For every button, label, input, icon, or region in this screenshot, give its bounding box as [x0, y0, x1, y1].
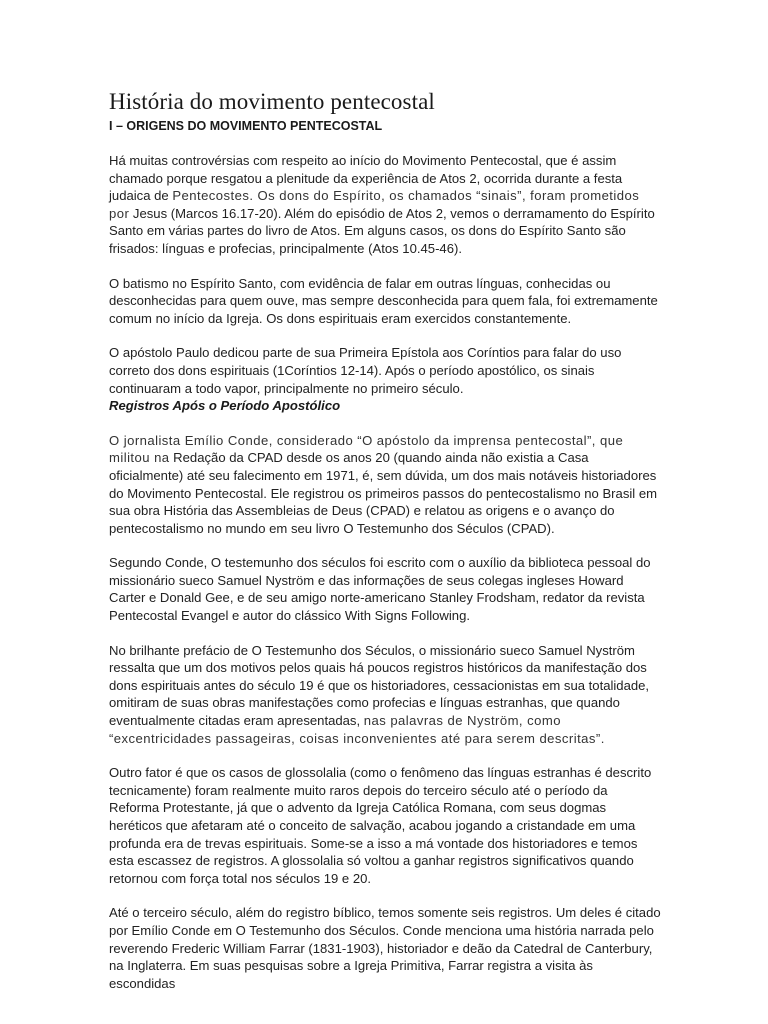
paragraph-6-part-a: No brilhante prefácio de O Testemunho dos Séculos, o missionário sueco Samuel Nyström ressalta que um dos motivos pelos quais há poucos registros históricos da manifestação dos dons espirituais antes do século 19 é que os historiadores, cessacionistas em sua totalidade, omitiram de suas obras manifestações como profecias e línguas estranhas, que quando eventualmente citadas eram apresentadas,: [109, 642, 650, 729]
paragraph-6: [109, 642, 661, 748]
paragraph-6-part-b: nas palavras de Nyström, como “excentricidades passageiras, coisas inconvenientes até para serem descritas”.: [109, 713, 605, 746]
section-heading: Registros Após o Período Apostólico: [109, 398, 341, 414]
chapter-heading: I – ORIGENS DO MOVIMENTO PENTECOSTAL: [109, 119, 383, 133]
paragraph-4: [109, 432, 661, 538]
paragraph-8: Até o terceiro século, além do registro bíblico, temos somente seis registros. Um deles é citado por Emílio Conde em O Testemunho dos Séculos. Conde menciona uma história narrada pelo reverendo Frederic William Farrar (1831-1903), historiador e deão da Catedral de Canterbury, na Inglaterra. Em suas pesquisas sobre a Igreja Primitiva, Farrar registra a visita às escondidas: [109, 905, 661, 991]
paragraph-2: O batismo no Espírito Santo, com evidência de falar em outras línguas, conhecidas ou desconhecidas para quem ouve, mas sempre desconhecida para quem fala, foi extremamente comum no início da Igreja. Os dons espirituais eram exercidos constantemente.: [109, 275, 658, 326]
paragraph-1-part-a: Há muitas controvérsias com respeito ao início do Movimento Pentecostal, que é assim chamado porque resgatou a plenitude da experiência de Atos 2, ocorrida durante a festa judaica de: [109, 153, 623, 204]
document-page: [109, 88, 661, 992]
document-title: História do movimento pentecostal: [109, 89, 435, 114]
paragraph-4-part-b: Redação da CPAD desde os anos 20 (quando ainda não existia a Casa oficialmente) até seu falecimento em 1971, é, sem dúvida, um dos mais notáveis historiadores do Movimento Pentecostal. Ele registrou os primeiros passos do pentecostalismo no Brasil em sua obra História das Assembleias de Deus (CPAD) e relatou as origens e o avanço do pentecostalismo no mundo em seu livro O Testemunho dos Séculos (CPAD).: [109, 450, 658, 536]
paragraph-4-part-a: O jornalista Emílio Conde, considerado “O apóstolo da imprensa pentecostal”, que militou na: [109, 432, 624, 466]
paragraph-3: O apóstolo Paulo dedicou parte de sua Primeira Epístola aos Coríntios para falar do uso correto dos dons espirituais (1Coríntios 12-14). Após o período apostólico, os sinais continuaram a todo vapor, principalmente no primeiro século.: [109, 345, 622, 396]
paragraph-5: Segundo Conde, O testemunho dos séculos foi escrito com o auxílio da biblioteca pessoal do missionário sueco Samuel Nyström e das informações de seus colegas ingleses Howard Carter e Donald Gee, e de seu amigo norte-americano Stanley Frodsham, redator da revista Pentecostal Evangel e autor do clássico With Signs Following.: [109, 555, 651, 624]
paragraph-7: Outro fator é que os casos de glossolalia (como o fenômeno das línguas estranhas é descrito tecnicamente) foram realmente muito raros depois do terceiro século até o período da Reforma Protestante, já que o advento da Igreja Católica Romana, com seus dogmas heréticos que afetaram até o conceito de salvação, acabou jogando a cristandade em uma profunda era de trevas espirituais. Some-se a isso a má vontade dos historiadores e temos esta escassez de registros. A glossolalia só voltou a ganhar registros significativos quando retornou com força total nos séculos 19 e 20.: [109, 765, 652, 886]
paragraph-1-part-c: Jesus (Marcos 16.17-20). Além do episódio de Atos 2, vemos o derramamento do Espírito Santo em várias partes do livro de Atos. Em alguns casos, os dons do Espírito Santo são frisados: línguas e profecias, principalmente (Atos 10.45-46).: [109, 205, 655, 256]
paragraph-1: [109, 152, 661, 258]
paragraph-1-part-b: Pentecostes. Os dons do Espírito, os chamados “sinais”, foram prometidos por: [109, 188, 640, 221]
